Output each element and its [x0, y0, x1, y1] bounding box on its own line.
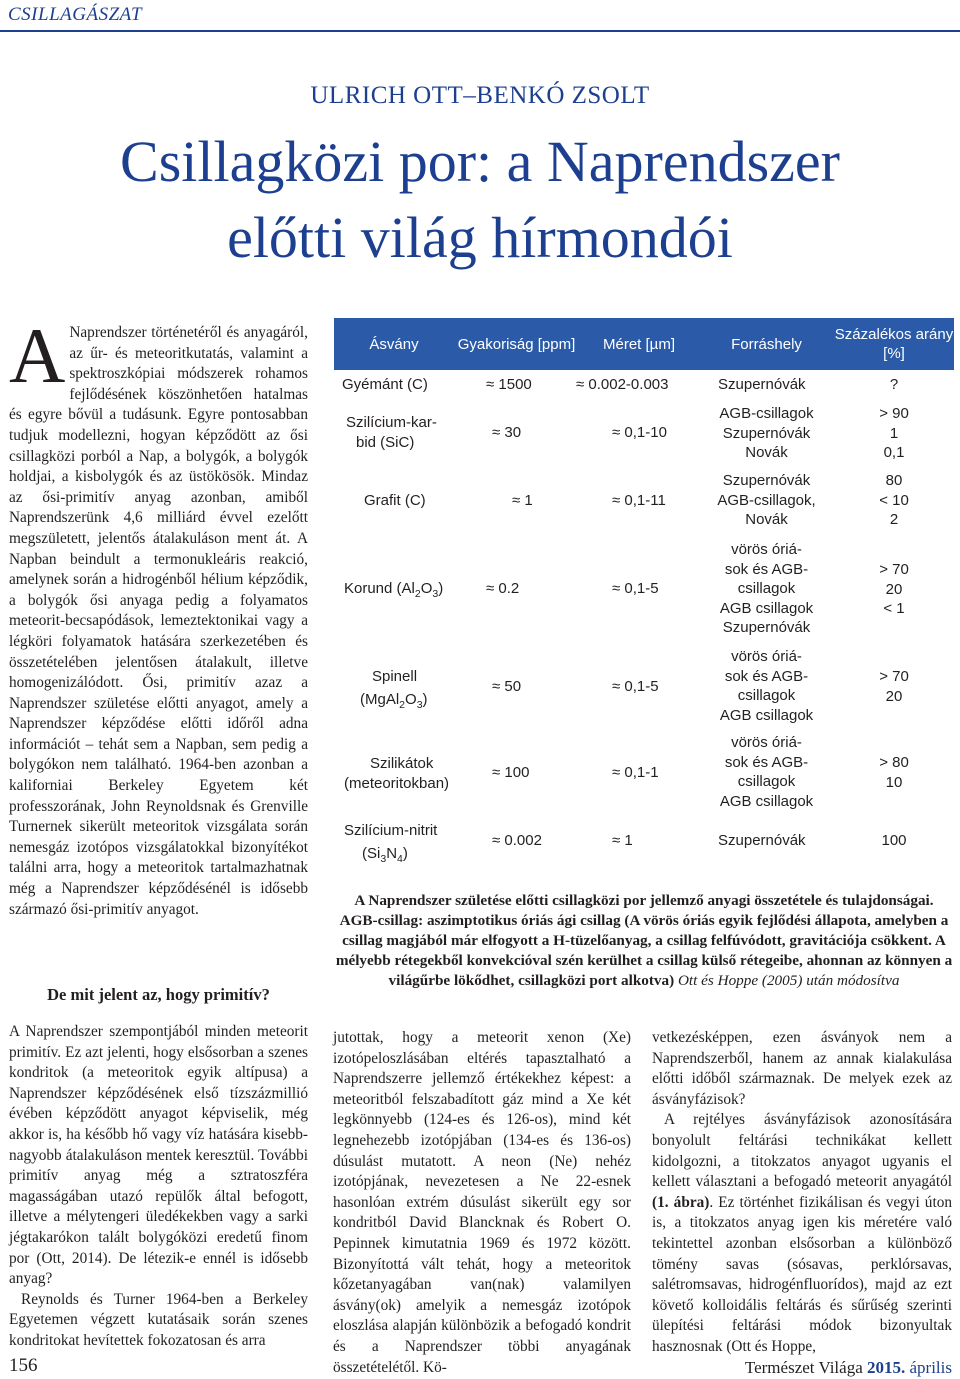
header-mineral: Ásvány — [369, 335, 419, 353]
paragraph: A Naprendszer szempontjából minden meteorit primitív. Ez azt jelenti, hogy elsősorban a szenes kondritok (a meteoritok egyik altípusa) a Naprendszer képződésének első tízszázmillió évében képződött anyagot képviselik, még akkor is, ha később hő vagy víz hatására kisebb-nagyobb átalakuláson mentek keresztül. További primitív anyag még a sztratoszféra magasságában utazó repülők által befogott, illetve a mélytengeri üledékekben vagy a sarki jégtakarókon talált bolygóközi eredetű finom por (Ott, 2014). De létezik-e ennél is idősebb anyag? — [9, 1023, 308, 1288]
article-title-line1: Csillagközi por: a Naprendszer — [120, 129, 840, 194]
row-graphite-mineral: Grafit (C) — [364, 492, 426, 509]
paragraph: vetkezésképpen, ezen ásványok nem a Naprendszerből, hanem az annak kialakulása előtti időből származnak. De melyek ezek az ásványfázisok? — [652, 1029, 952, 1108]
row-diamond-abundance: ≈ 1500 — [486, 376, 532, 393]
section-heading: De mit jelent az, hogy primitív? — [47, 985, 270, 1004]
section-label: CSILLAGÁSZAT — [8, 4, 143, 25]
row-corundum-mineral: Korund $(Al_2O_3)$ — [344, 580, 444, 600]
drop-cap: A — [9, 312, 66, 399]
magazine-footer — [745, 1358, 952, 1378]
table-caption: A Naprendszer születése előtti csillagközi por jellemző anyagi összetétele és tulajdonságai. AGB-csillag: aszimptotikus óriás ági csillag (A vörös óriás egyik fejlődési állapota, amelyben a csillag magjából már elfogyott a H-tüzelőanyag, a csillag felfúvódott, gravitációja csökkent. A mélyebb rétegekből konvekcióval szén kerülhet a csillag külső rétegeibe, ahonnan az könnyen a világűrbe lökődhet, csillagközi port alkotva) Ott és Hoppe (2005) után módosítva — [335, 892, 953, 989]
row-corundum-ratios: > 70 20 < 1 — [879, 561, 909, 617]
row-nitride-mineral: Szilícium-nitrit $(Si_3N_4)$ — [344, 822, 438, 865]
row-diamond-ratio: ? — [889, 376, 899, 393]
row-silicate-sources: vörös óriá- sok és AGB- csillagok AGB csillagok — [719, 734, 814, 810]
row-silicate-size: ≈ 0,1-1 — [612, 764, 659, 781]
header-source: Forráshely — [731, 335, 802, 353]
header-size: Méret [µm] — [603, 335, 675, 353]
row-corundum-sources: vörös óriá- sok és AGB- csillagok AGB csillagok Szupernóvák — [719, 541, 814, 636]
row-spinel-size: ≈ 0,1-5 — [612, 678, 659, 695]
row-diamond-mineral: Gyémánt (C) — [342, 376, 428, 393]
article-authors: ULRICH OTT–BENKÓ ZSOLT — [310, 82, 650, 109]
row-graphite-size: ≈ 0,1-11 — [612, 492, 666, 509]
row-diamond-source: Szupernóvák — [718, 376, 806, 393]
row-corundum-size: ≈ 0,1-5 — [612, 580, 659, 597]
row-silicate-ratios: > 80 10 — [879, 754, 909, 791]
issue-year: 2015. — [867, 1358, 906, 1377]
row-sic-size: ≈ 0,1-10 — [612, 424, 667, 441]
row-spinel-mineral: Spinell $(MgAl_2O_3)$ — [360, 668, 428, 711]
row-nitride-ratio: 100 — [881, 832, 907, 849]
row-graphite-abundance: ≈ 1 — [512, 492, 533, 509]
paragraph-text: . Ez történhet fizikálisan és vegyi úton is, a titokzatos anyag igen kis méretére való tekintettel azonban elsősorban a különböző tömény savas (sósavas, perklórsavas, salétromsavas, hidrogénfluorídos), majd az ezt követő kolloidális feltárás és sűrűség szerinti ülepítési feltárási módok bizonyultak hasznosnak (Ott és Hoppe, — [652, 1193, 952, 1355]
row-sic-sources: AGB-csillagok Szupernóvák Novák — [719, 405, 814, 461]
row-nitride-source: Szupernóvák — [718, 832, 806, 849]
body-column-1 — [9, 1022, 308, 1352]
row-graphite-ratios: 80 < 10 2 — [879, 472, 909, 528]
row-nitride-abundance: ≈ 0.002 — [492, 832, 542, 849]
page-number: 156 — [9, 1355, 38, 1376]
header-abundance: Gyakoriság [ppm] — [457, 335, 576, 353]
issue-month: április — [905, 1358, 952, 1377]
row-sic-ratios: > 90 1 0,1 — [879, 405, 909, 461]
row-silicate-abundance: ≈ 100 — [492, 764, 530, 781]
table-header — [334, 318, 954, 370]
paragraph — [652, 1110, 952, 1357]
row-nitride-size: ≈ 1 — [612, 832, 633, 849]
intro-column — [9, 312, 308, 920]
row-corundum-abundance: ≈ 0.2 — [486, 580, 520, 597]
header-ratio: Százalékos arány [%] — [834, 326, 954, 362]
paragraph-text: A rejtélyes ásványfázisok azonosítására bonyolult feltárási technikákat kellett kidolgozni, a titokzatos anyagot ugyanis el kellett választani a befogadó meteorit anyagától — [652, 1111, 952, 1191]
row-spinel-abundance: ≈ 50 — [492, 678, 522, 695]
figure-reference[interactable]: (1. ábra) — [652, 1193, 710, 1211]
row-spinel-sources: vörös óriá- sok és AGB- csillagok AGB csillagok — [719, 648, 814, 724]
article-title-line2: előtti világ hírmondói — [227, 205, 733, 270]
paragraph: Reynolds és Turner 1964-ben a Berkeley Egyetemen végzett kutatásaik során szenes kondritokat hevítettek fokozatosan és arra — [9, 1290, 308, 1349]
row-silicate-mineral: Szilikátok (meteoritokban) — [344, 755, 450, 792]
row-spinel-ratios: > 70 20 — [879, 668, 909, 705]
paragraph: jutottak, hogy a meteorit xenon (Xe) izotópeloszlásában eltérés tapasztalható a Naprendszerre jellemző értékekhez képest: a meteoritból felszabadított gáz mind a Xe két legkönnyebb (124-es és 126-os), mind két legnehezebb izotópjában (134-es és 136-os) dúsulást mutatott. A neon (Ne) nehéz izotópjának, nevezetesen a Ne 22-esnek hasonlóan extrém dúsulást sikerült egy sor kondritból David Blancknak és Robert O. Pepinnek kimutatnia 1969 és 1972 között. Bizonyítottá vált tehát, hogy a meteoritok kőzetanyagában van(nak) valamilyen ásvány(ok) amelyik a nemesgáz izotópok eloszlása alapján különbözik a befogadó kondrit és a Naprendszer többi anyagának összetételétől. Kö- — [333, 1029, 631, 1376]
body-column-3 — [652, 1028, 952, 1358]
row-sic-abundance: ≈ 30 — [492, 424, 522, 441]
intro-text: Naprendszer történetéről és anyagáról, az űr- és meteoritkutatás, valamint a spektroszkópiai módszerek rohamos fejlődésének köszönhetően hatalmas és egyre bővül a tudásunk. Egyre pontosabban tudjuk modellezni, hogyan képződött az ősi csillagközi porból a Nap, a bolygók, a bolygók holdjai, a kisbolygók és az üstökösök. Mindaz az ősi-primitív anyag azonban, amiből Naprendszerünk 4,6 milliárd évvel ezelőtt megszületett, jelentős átalakuláson ment át. A Napban beindult a termonukleáris reakció, amelynek során a hidrogénből hélium képződik, a bolygók ősi anyaga pedig a folyamatos meteorit-becsapódások, lemeztektonikai vagy a légköri folyamatok hatására szerkezetében és összetételében jelentősen átalakult, illetve homogenizálódott. Ősi, primitív azaz a Naprendszer születése előtti anyagot, amely a Naprendszer képződése előtti időről adna információt – tehát sem a Napban, sem pedig a bolygókon nem található. 1964-ben azonban a kaliforniai Berkeley Egyetem két professzorának, John Reynoldsnak és Grenville Turnernek sikerült meteoritok vizsgálata során nemesgáz izotópos vizsgálatokkal bizonyítékot találni arra, hogy a meteoritok tartalmazhatnak még a Naprendszer képződésénél is idősebb származó ősi-primitív anyagot. — [9, 324, 308, 918]
magazine-name: Természet Világa — [744, 1358, 867, 1377]
body-column-2 — [333, 1028, 631, 1378]
row-graphite-sources: Szupernóvák AGB-csillagok, Novák — [717, 472, 816, 528]
section-rule — [0, 30, 960, 32]
row-diamond-size: ≈ 0.002-0.003 — [576, 376, 669, 393]
row-sic-mineral: Szilícium-kar- bid (SiC) — [346, 414, 437, 451]
